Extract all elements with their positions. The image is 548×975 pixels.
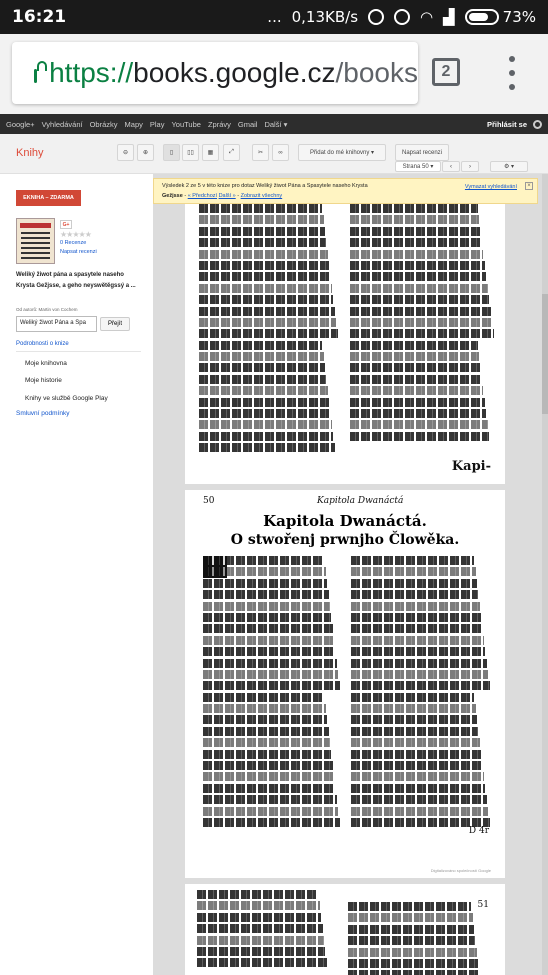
gplus-button[interactable]: G+ bbox=[60, 220, 72, 229]
scanned-text-line bbox=[348, 948, 477, 957]
scanned-text-line bbox=[351, 556, 474, 565]
scanned-text-line bbox=[203, 659, 337, 668]
catchword: Kapi- bbox=[451, 459, 491, 474]
gbar-link[interactable]: YouTube bbox=[171, 119, 201, 129]
single-page-icon[interactable]: ▯ bbox=[163, 144, 180, 161]
book-page-50 bbox=[185, 490, 505, 878]
scanned-text-line bbox=[199, 375, 326, 384]
scanned-text-line bbox=[197, 958, 327, 967]
nav-my-history[interactable]: Moje historie bbox=[25, 377, 62, 384]
android-status-bar bbox=[0, 0, 548, 34]
settings-button[interactable]: ⚙ ▾ bbox=[490, 161, 528, 172]
signal-icon: ▟ bbox=[443, 8, 455, 26]
scanned-text-line bbox=[203, 579, 327, 588]
gbar-link[interactable]: Zprávy bbox=[207, 119, 231, 129]
scanned-text-line bbox=[351, 659, 487, 668]
scanned-text-line bbox=[350, 386, 483, 395]
scanned-text-line bbox=[350, 261, 485, 270]
ebook-free-button[interactable]: EKNIHA – ZDARMA bbox=[16, 190, 81, 206]
next-page-button[interactable]: › bbox=[461, 161, 479, 172]
page-select[interactable]: Strana 50 ▾ bbox=[395, 161, 441, 172]
sidebar-divider bbox=[16, 351, 141, 352]
scanned-text-line bbox=[203, 670, 338, 679]
scanned-text-line bbox=[203, 704, 326, 713]
scanned-text-line bbox=[351, 807, 488, 816]
url-host: books.google.cz bbox=[133, 57, 336, 88]
battery-icon bbox=[465, 9, 499, 25]
scanned-text-line bbox=[350, 272, 486, 281]
scanned-text-line bbox=[197, 924, 323, 933]
url-text[interactable] bbox=[49, 57, 418, 89]
scanned-text-line bbox=[350, 238, 482, 247]
scanned-text-line bbox=[203, 807, 338, 816]
scanned-text-line bbox=[199, 215, 324, 224]
scrollbar[interactable] bbox=[542, 174, 548, 975]
scanned-text-line bbox=[348, 936, 475, 945]
scanned-text-line bbox=[203, 772, 334, 781]
scanned-text-line bbox=[199, 363, 325, 372]
scanned-text-line bbox=[351, 681, 490, 690]
menu-kebab-icon[interactable] bbox=[506, 56, 518, 90]
scanned-text-line bbox=[199, 227, 325, 236]
url-protocol: https:// bbox=[49, 57, 134, 88]
scanned-text-line bbox=[203, 613, 331, 622]
scanned-text-line bbox=[351, 772, 484, 781]
scanned-text-line bbox=[350, 250, 483, 259]
scanned-text-line bbox=[351, 590, 478, 599]
scanned-text-line bbox=[199, 443, 335, 452]
scanned-text-line bbox=[199, 204, 322, 213]
scanned-text-line bbox=[351, 761, 483, 770]
notice-query-end: Gežjsse bbox=[162, 193, 183, 199]
scanned-text-line bbox=[203, 590, 329, 599]
terms-link[interactable]: Smluvní podmínky bbox=[16, 410, 70, 417]
scanned-text-line bbox=[199, 352, 324, 361]
scanned-text-line bbox=[203, 818, 340, 827]
page-number: 50 bbox=[203, 496, 215, 506]
page-text-column bbox=[203, 556, 341, 829]
book-cover-thumbnail[interactable] bbox=[16, 218, 55, 264]
book-sidebar bbox=[0, 174, 153, 975]
scanned-text-line bbox=[350, 204, 478, 213]
books-toolbar bbox=[0, 134, 548, 174]
scanned-text-line bbox=[197, 913, 321, 922]
notice-prev-link[interactable]: « Předchozí bbox=[187, 193, 218, 199]
gbar-link[interactable]: Mapy bbox=[124, 119, 143, 129]
write-review-button[interactable]: Napsat recenzi bbox=[395, 144, 449, 161]
nav-google-play[interactable]: Knihy ve službě Google Play bbox=[25, 395, 108, 402]
signin-link[interactable]: Přihlásit se bbox=[486, 119, 527, 129]
scanned-text-line bbox=[351, 647, 485, 656]
gbar-link[interactable]: Vyhledávání bbox=[41, 119, 83, 129]
gear-icon[interactable] bbox=[533, 120, 542, 129]
scanned-text-line bbox=[350, 409, 486, 418]
search-go-button[interactable]: Přejít bbox=[100, 317, 130, 331]
zoom-in-icon[interactable]: ⊕ bbox=[137, 144, 154, 161]
scanned-text-line bbox=[199, 420, 332, 429]
scanned-text-line bbox=[199, 272, 331, 281]
notice-text: Výsledek 2 ze 5 v této knize pro dotaz Weliký žiwot Pána a Spasytele naseho Krysta bbox=[162, 183, 368, 189]
scanned-text-line bbox=[351, 693, 474, 702]
scanned-text-line bbox=[199, 295, 333, 304]
link-icon[interactable]: ∞ bbox=[272, 144, 289, 161]
notice-show-all-link[interactable]: Zobrazit všechny bbox=[240, 193, 283, 199]
page-text-column bbox=[348, 890, 488, 975]
scanned-text-line bbox=[350, 375, 482, 384]
chapter-title: Kapitola Dwanáctá. bbox=[263, 512, 427, 530]
scanned-text-line bbox=[351, 795, 487, 804]
scanned-text-line bbox=[203, 567, 326, 576]
scanned-text-line bbox=[203, 715, 327, 724]
wifi-icon: ◠ bbox=[420, 8, 434, 26]
catchword: D 4r bbox=[468, 826, 489, 836]
scanned-text-line bbox=[199, 398, 329, 407]
scanned-text-line bbox=[203, 624, 333, 633]
fullscreen-icon[interactable]: ⤢ bbox=[223, 144, 240, 161]
search-in-book-input[interactable]: Weliký žiwot Pána a Spa bbox=[16, 316, 97, 332]
scanned-text-line bbox=[199, 329, 338, 338]
scanned-text-line bbox=[350, 352, 479, 361]
thumbnail-icon[interactable]: ▦ bbox=[202, 144, 219, 161]
book-author: Od autorů: Martin von Cochem bbox=[16, 307, 78, 312]
scanned-text-line bbox=[350, 318, 492, 327]
scanned-text-line bbox=[199, 432, 333, 441]
scanned-text-line bbox=[350, 420, 488, 429]
scanned-text-line bbox=[351, 602, 480, 611]
scanned-text-line bbox=[351, 750, 481, 759]
alarm-icon bbox=[394, 9, 410, 25]
scanned-text-line bbox=[350, 284, 488, 293]
book-title: Weliký žiwot pána a spasytele naseho Krysta Gežjsse, a geho neyswětěgssý a ... bbox=[16, 272, 136, 289]
gbar-link[interactable]: Obrázky bbox=[89, 119, 118, 129]
google-watermark: Digitalizováno společností Google bbox=[430, 868, 491, 873]
status-dots: ... bbox=[267, 8, 282, 26]
scanned-text-line bbox=[199, 238, 326, 247]
status-time: 16:21 bbox=[12, 7, 67, 27]
status-speed: 0,13KB/s bbox=[291, 8, 359, 26]
scanned-text-line bbox=[350, 363, 481, 372]
scanned-text-line bbox=[199, 307, 335, 316]
scanned-text-line bbox=[199, 261, 329, 270]
page-text-column bbox=[199, 204, 339, 455]
tab-switcher-button[interactable]: 2 bbox=[432, 58, 460, 86]
status-icons bbox=[267, 8, 536, 26]
two-page-icon[interactable]: ▯▯ bbox=[182, 144, 199, 161]
scanned-text-line bbox=[351, 670, 488, 679]
scanned-text-line bbox=[203, 784, 335, 793]
page-text-column bbox=[197, 890, 335, 970]
scanned-text-line bbox=[351, 579, 477, 588]
scanned-text-line bbox=[203, 795, 337, 804]
google-bar bbox=[0, 114, 548, 134]
scanned-text-line bbox=[351, 636, 484, 645]
battery-percent: 73% bbox=[502, 8, 536, 26]
write-review-link[interactable]: Napsat recenzi bbox=[60, 249, 97, 255]
scanned-text-line bbox=[348, 925, 474, 934]
scanned-text-line bbox=[199, 386, 328, 395]
scanned-text-line bbox=[351, 738, 480, 747]
browser-toolbar bbox=[0, 34, 548, 114]
nav-my-library[interactable]: Moje knihovna bbox=[25, 360, 67, 367]
rating-stars-icon: ★★★★★ bbox=[60, 230, 91, 239]
lock-icon bbox=[34, 69, 37, 83]
scanned-text-line bbox=[351, 784, 485, 793]
scanned-text-line bbox=[203, 693, 324, 702]
scanned-text-line bbox=[197, 947, 325, 956]
scanned-text-line bbox=[203, 556, 324, 565]
page-text-column bbox=[350, 204, 495, 443]
page-number: 51 bbox=[477, 900, 489, 910]
gbar-link[interactable]: Google+ bbox=[6, 119, 35, 129]
scanned-text-line bbox=[350, 307, 491, 316]
scanned-text-line bbox=[203, 761, 333, 770]
scanned-text-line bbox=[203, 727, 329, 736]
add-to-library-button[interactable]: Přidat do mé knihovny ▾ bbox=[298, 144, 386, 161]
scanned-text-line bbox=[197, 901, 320, 910]
battery-indicator bbox=[465, 8, 536, 26]
scanned-text-line bbox=[350, 398, 485, 407]
scanned-text-line bbox=[351, 567, 476, 576]
gbar-link[interactable]: Další ▾ bbox=[264, 119, 288, 129]
scanned-text-line bbox=[350, 329, 494, 338]
scanned-text-line bbox=[351, 624, 483, 633]
scanned-text-line bbox=[348, 959, 478, 968]
notice-next-link[interactable]: Další » bbox=[218, 193, 236, 199]
clear-search-link[interactable]: Vymazat vyhledávání bbox=[464, 184, 517, 190]
scanned-text-line bbox=[348, 913, 473, 922]
page-text-column bbox=[351, 556, 491, 829]
book-page-51 bbox=[185, 884, 505, 975]
scanned-text-line bbox=[197, 936, 324, 945]
scanned-text-line bbox=[203, 738, 330, 747]
scanned-text-line bbox=[350, 215, 479, 224]
scanned-text-line bbox=[203, 681, 340, 690]
reviews-count-link[interactable]: 0 Recenze bbox=[60, 240, 87, 246]
scanned-text-line bbox=[348, 970, 480, 975]
scanned-text-line bbox=[350, 341, 478, 350]
scanned-text-line bbox=[350, 432, 489, 441]
clip-icon[interactable]: ✂ bbox=[252, 144, 269, 161]
book-page-49 bbox=[185, 204, 505, 484]
scanned-text-line bbox=[351, 704, 476, 713]
mute-icon bbox=[368, 9, 384, 25]
scanned-text-line bbox=[203, 647, 335, 656]
scanned-text-line bbox=[197, 890, 318, 899]
gbar-link[interactable]: Play bbox=[149, 119, 165, 129]
scanned-text-line bbox=[199, 409, 331, 418]
running-head: Kapitola Dwanáctá bbox=[317, 496, 404, 506]
scanned-text-line bbox=[351, 715, 477, 724]
scanned-text-line bbox=[199, 341, 322, 350]
scanned-text-line bbox=[203, 636, 334, 645]
url-path: /books bbox=[335, 57, 418, 88]
address-bar[interactable] bbox=[12, 42, 418, 104]
scanned-text-line bbox=[350, 295, 489, 304]
chapter-subtitle: O stwořenj prwnjho Člowěka. bbox=[230, 532, 460, 548]
scanned-text-line bbox=[203, 750, 331, 759]
prev-page-button[interactable]: ‹ bbox=[442, 161, 460, 172]
zoom-out-icon[interactable]: ⊖ bbox=[117, 144, 134, 161]
gbar-link[interactable]: Gmail bbox=[237, 119, 258, 129]
scanned-text-line bbox=[350, 227, 481, 236]
scanned-text-line bbox=[348, 902, 471, 911]
close-icon[interactable]: × bbox=[525, 182, 533, 190]
book-details-link[interactable]: Podrobnosti o knize bbox=[16, 341, 69, 347]
scanned-text-line bbox=[199, 318, 336, 327]
scanned-text-line bbox=[199, 250, 328, 259]
search-result-notice: Výsledek 2 ze 5 v této knize pro dotaz Weliký žiwot Pána a Spasytele naseho Krysta Gežjsse - « Předchozí Další » - Zobrazit všechny Vymazat vyhledávání × bbox=[153, 178, 538, 204]
scanned-text-line bbox=[199, 284, 332, 293]
scanned-text-line bbox=[351, 727, 478, 736]
book-reader[interactable] bbox=[153, 174, 548, 975]
books-logo[interactable]: Knihy bbox=[16, 147, 44, 159]
scanned-text-line bbox=[203, 602, 330, 611]
scanned-text-line bbox=[351, 613, 481, 622]
